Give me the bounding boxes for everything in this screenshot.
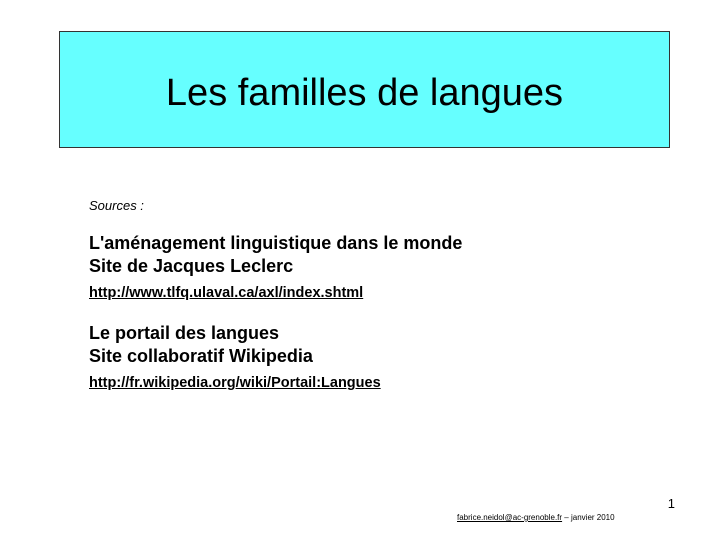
source-entry-wikipedia <box>89 322 381 391</box>
slide-title: Les familles de langues <box>165 72 564 114</box>
source-link[interactable]: http://fr.wikipedia.org/wiki/Portail:Langues <box>89 375 381 391</box>
source-entry-leclerc <box>89 232 462 301</box>
source-title: Le portail des langues <box>89 323 280 343</box>
source-subtitle: Site de Jacques Leclerc <box>89 256 294 276</box>
footer-separator: – <box>562 513 571 522</box>
page-number: 1 <box>667 496 675 511</box>
footer-email-link[interactable]: fabrice.neidol@ac-grenoble.fr <box>457 513 563 522</box>
footer-date: janvier 2010 <box>570 513 615 522</box>
title-box <box>59 31 670 148</box>
source-title: L'aménagement linguistique dans le monde <box>89 233 463 253</box>
source-link[interactable]: http://www.tlfq.ulaval.ca/axl/index.shtml <box>89 285 364 301</box>
footer <box>457 513 615 522</box>
sources-label: Sources : <box>89 198 144 213</box>
source-subtitle: Site collaboratif Wikipedia <box>89 346 313 366</box>
